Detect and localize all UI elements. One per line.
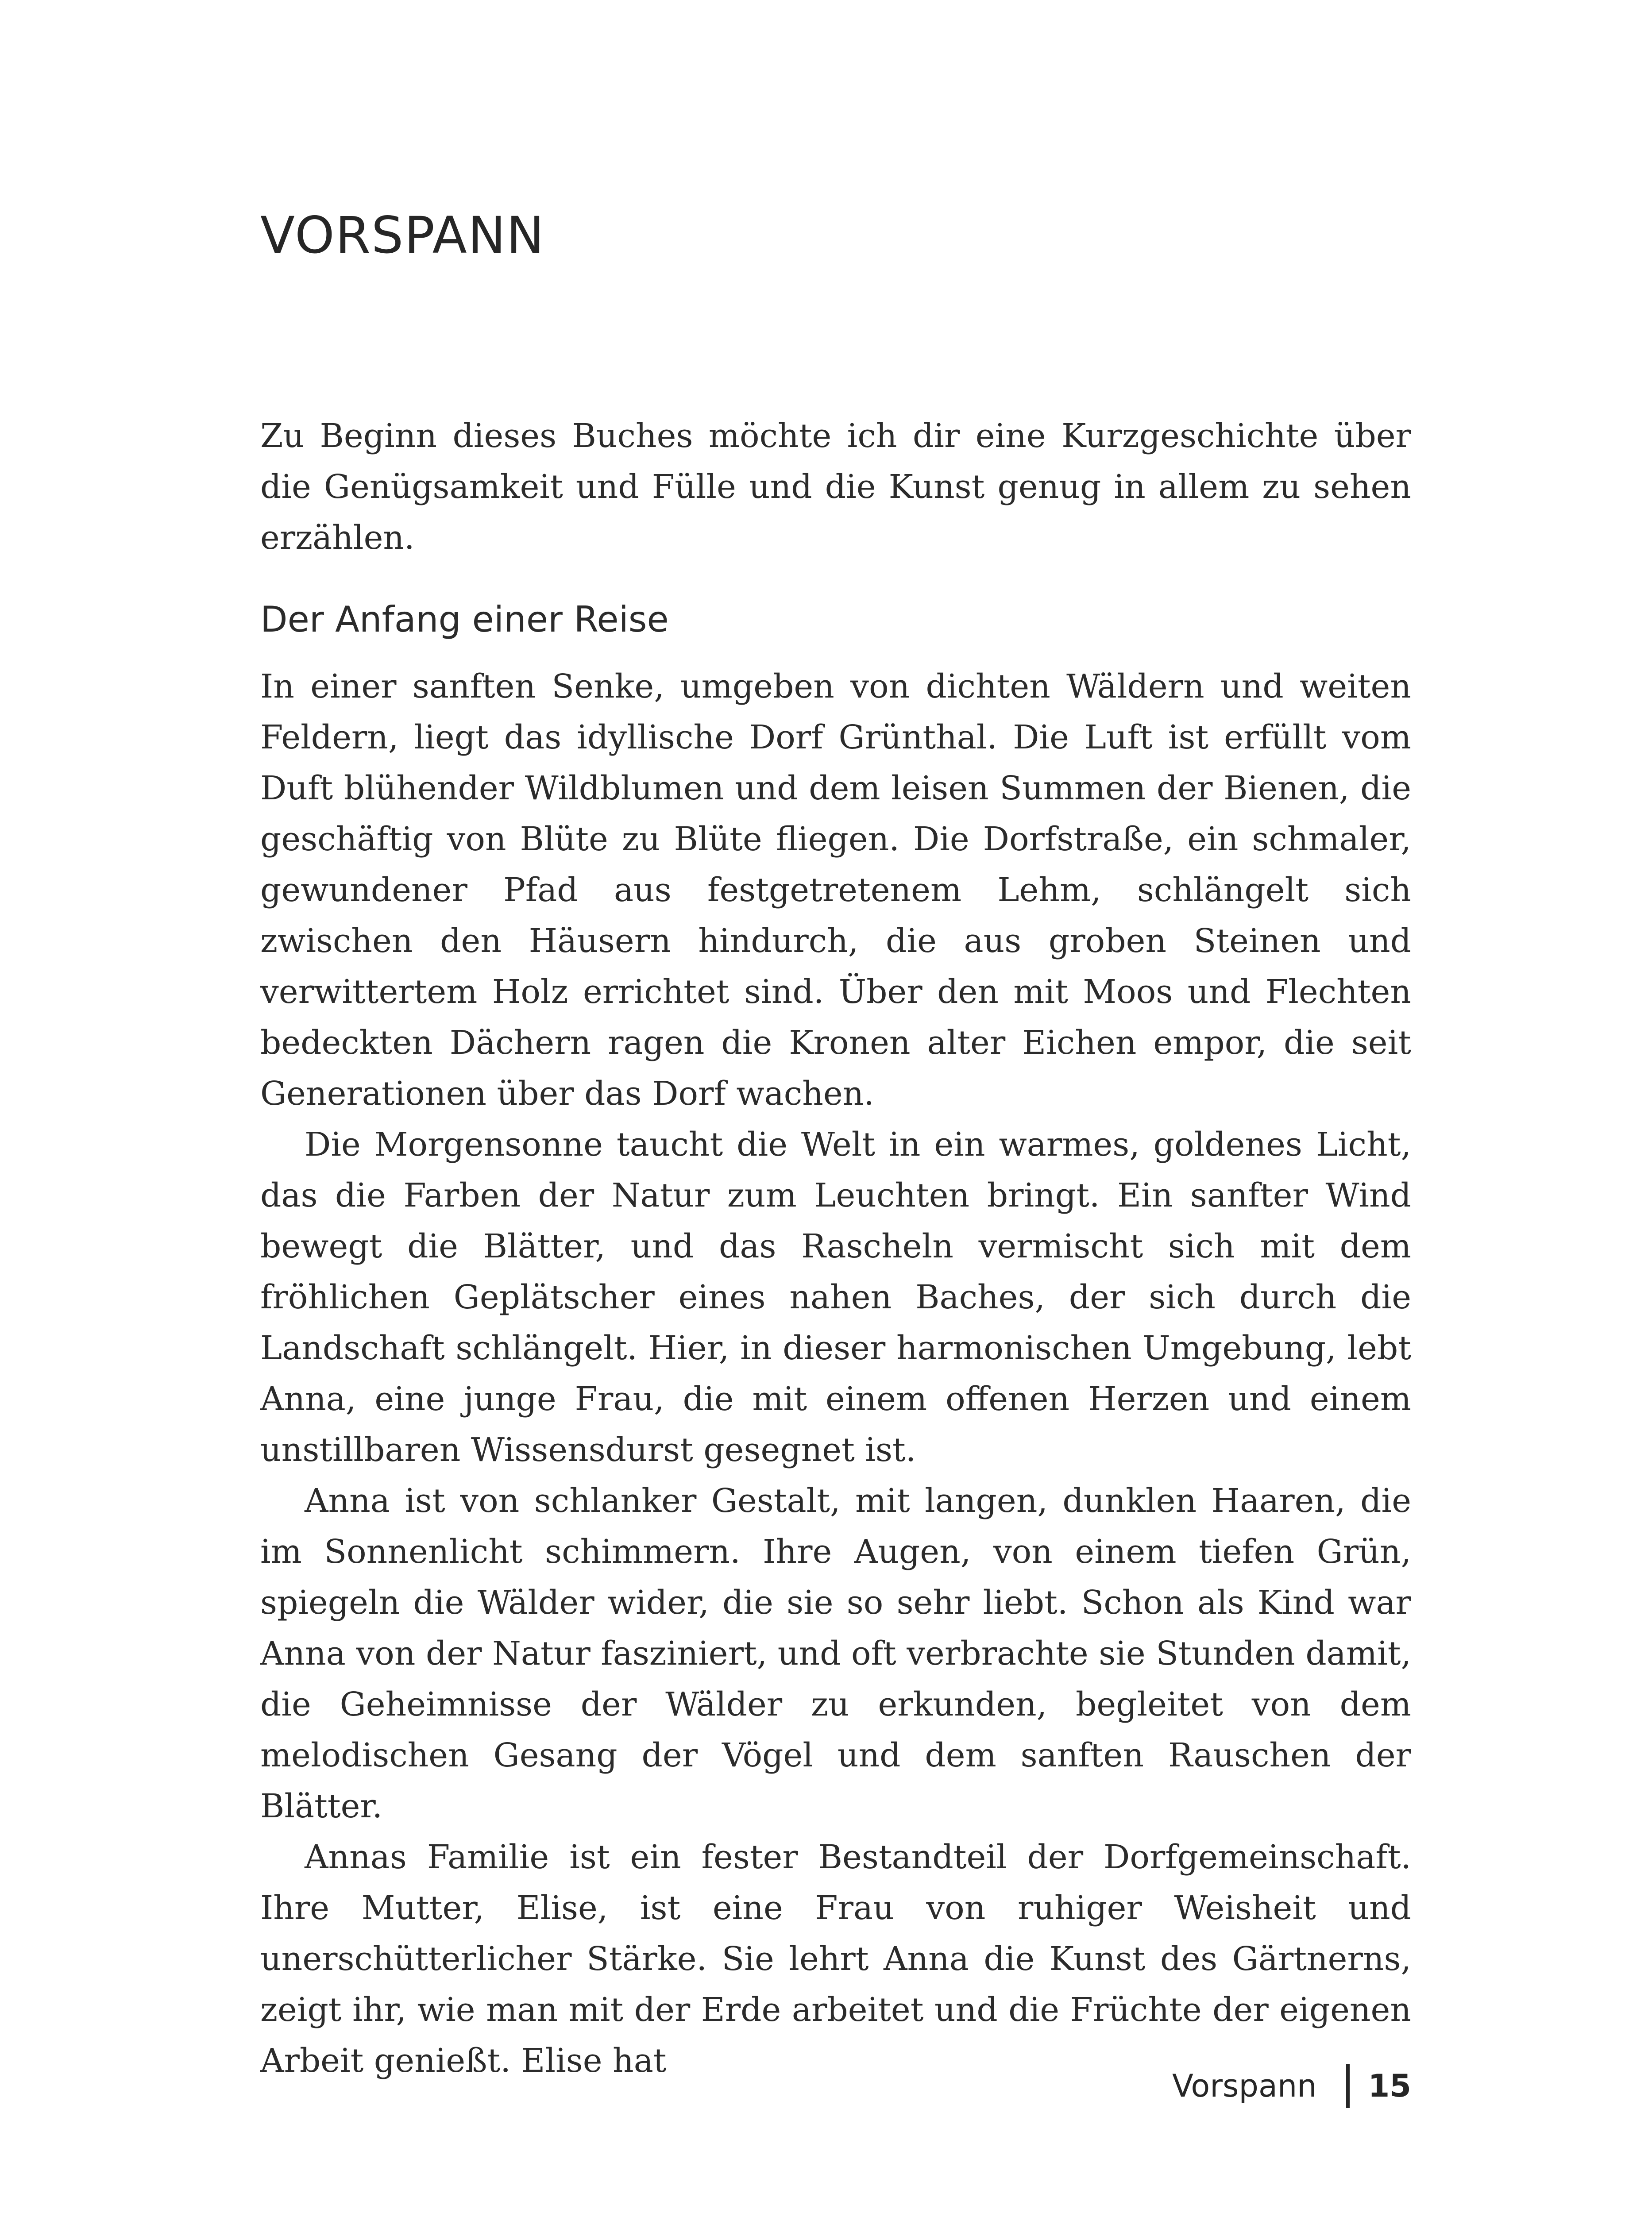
body-paragraph-3: Anna ist von schlanker Gestalt, mit langen, dunklen Haaren, die im Sonnenlicht schimmern. Ihre Augen, von einem tiefen Grün, spiegeln die Wälder wider, die sie so sehr liebt. Schon als Kind war Anna von der Natur fasziniert, und oft verbrachte sie Stunden damit, die Geheimnisse der Wälder zu erkunden, begleitet von dem melodischen Gesang der Vögel und dem sanften Rauschen der Blätter. [260, 1482, 1411, 1825]
intro-paragraph: Zu Beginn dieses Buches möchte ich dir eine Kurzgeschichte über die Genügsamkeit und Fülle und die Kunst genug in allem zu sehen erzählen. [260, 417, 1411, 557]
intro-block [260, 411, 1411, 563]
body-paragraph-1: In einer sanften Senke, umgeben von dichten Wäldern und weiten Feldern, liegt das idyllische Dorf Grünthal. Die Luft ist erfüllt vom Duft blühender Wildblumen und dem leisen Summen der Bienen, die geschäftig von Blüte zu Blüte fliegen. Die Dorfstraße, ein schmaler, gewundener Pfad aus festgetretenem Lehm, schlängelt sich zwischen den Häusern hindurch, die aus groben Steinen und verwittertem Holz errichtet sind. Über den mit Moos und Flechten bedeckten Dächern ragen die Kronen alter Eichen empor, die seit Generationen über das Dorf wachen. [260, 667, 1411, 1113]
running-title: Vorspann [1172, 2068, 1317, 2104]
page-number: 15 [1368, 2068, 1411, 2104]
page-footer [1172, 2062, 1411, 2110]
section-heading: Der Anfang einer Reise [260, 599, 669, 640]
body-paragraph-2: Die Morgensonne taucht die Welt in ein warmes, goldenes Licht, das die Farben der Natur zum Leuchten bringt. Ein sanfter Wind bewegt die Blätter, und das Rascheln vermischt sich mit dem fröhlichen Geplätscher eines nahen Baches, der sich durch die Landschaft schlängelt. Hier, in dieser harmonischen Umgebung, lebt Anna, eine junge Frau, die mit einem offenen Herzen und einem unstillbaren Wissensdurst gesegnet ist. [260, 1126, 1411, 1469]
body-text [260, 661, 1411, 2086]
footer-divider [1346, 2064, 1350, 2108]
chapter-title: VORSPANN [260, 206, 545, 265]
body-paragraph-4: Annas Familie ist ein fester Bestandteil der Dorfgemeinschaft. Ihre Mutter, Elise, ist eine Frau von ruhiger Weisheit und unerschütterlicher Stärke. Sie lehrt Anna die Kunst des Gärtnerns, zeigt ihr, wie man mit der Erde arbeitet und die Früchte der eigenen Arbeit genießt. Elise hat [260, 1838, 1411, 2080]
